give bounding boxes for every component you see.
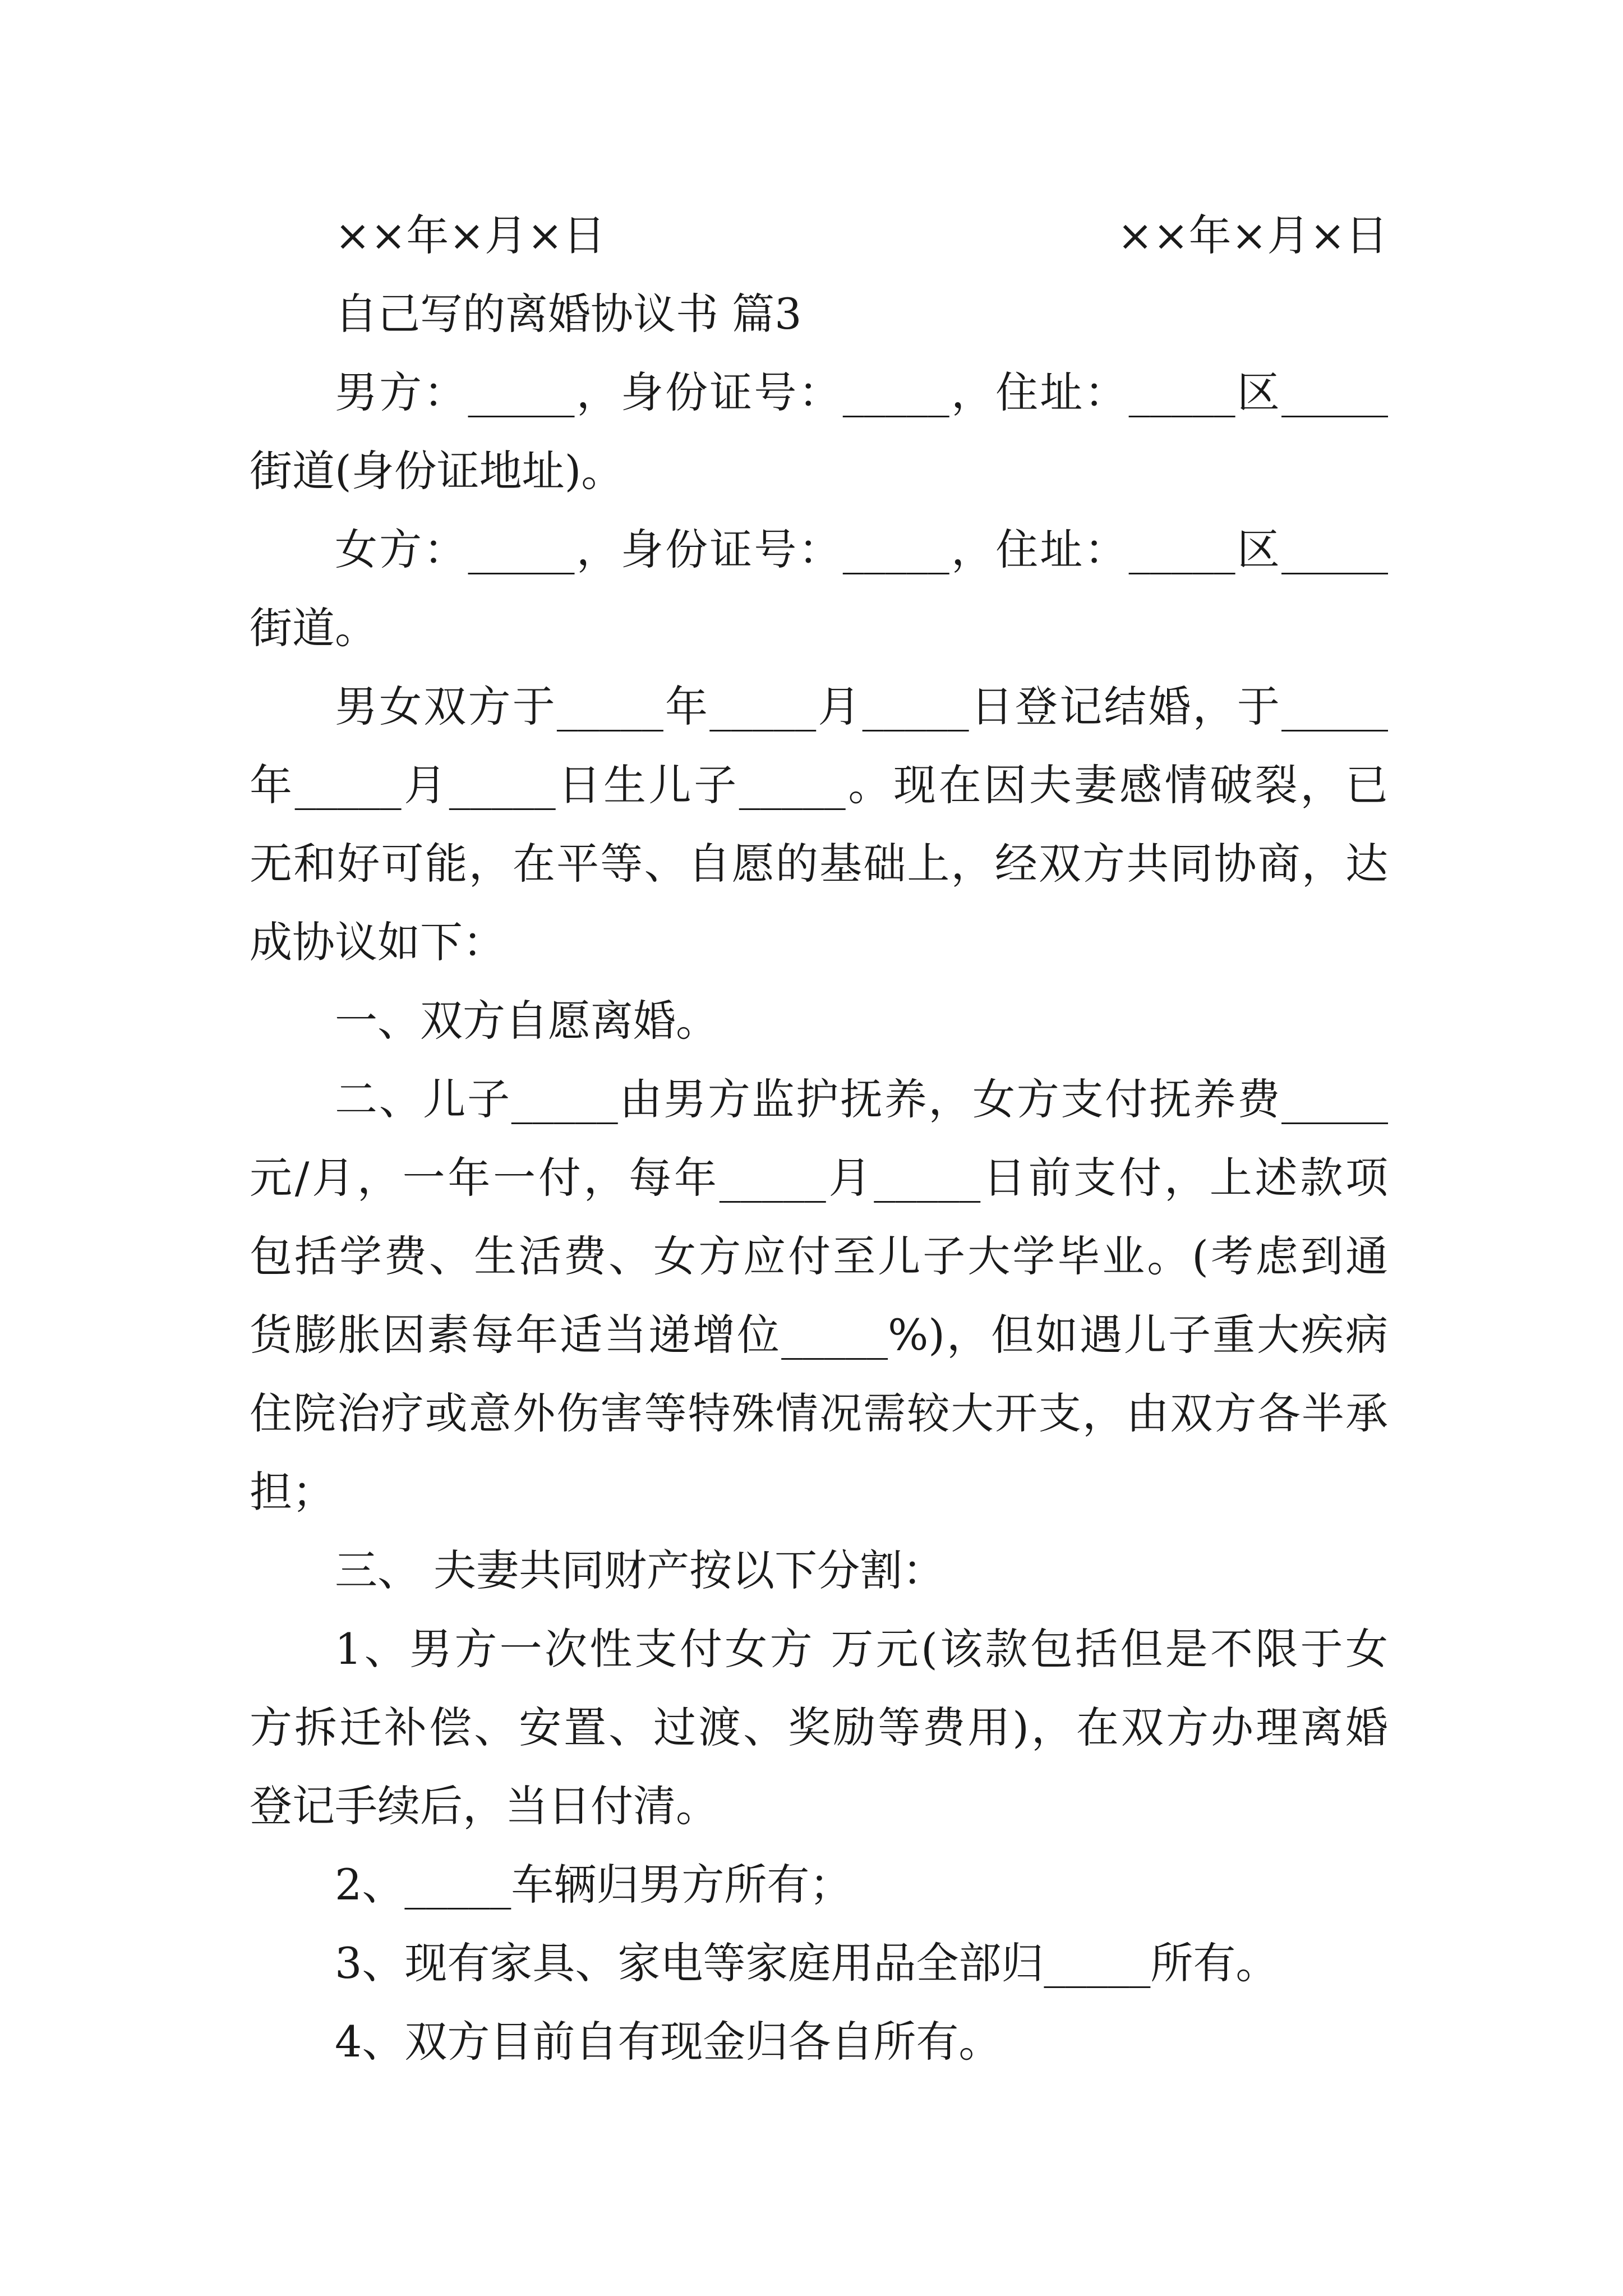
paragraph-line: 街道(身份证地址)。 bbox=[250, 446, 624, 496]
clause-line: 一、双方自愿离婚。 bbox=[335, 996, 718, 1046]
signature-date-right: ××年×月×日 bbox=[1117, 210, 1388, 260]
paragraph-line: 男女双方于_____年_____月_____日登记结婚，于_____ bbox=[335, 682, 1388, 731]
document-body bbox=[250, 196, 1388, 2081]
paragraph-line: 男方：_____，身份证号：_____，住址：_____区_____ bbox=[335, 367, 1388, 417]
paragraph-line: 担； bbox=[250, 1467, 335, 1517]
clause-line: 3、现有家具、家电等家庭用品全部归_____所有。 bbox=[335, 1938, 1279, 1988]
paragraph-line: 无和好可能，在平等、自愿的基础上，经双方共同协商，达 bbox=[250, 839, 1388, 889]
paragraph-line: 货膨胀因素每年适当递增位_____%)，但如遇儿子重大疾病 bbox=[250, 1310, 1388, 1360]
clause-line: 1、男方一次性支付女方 万元(该款包括但是不限于女 bbox=[335, 1624, 1388, 1674]
paragraph-line: 女方：_____，身份证号：_____，住址：_____区_____ bbox=[335, 524, 1388, 574]
clause-line: 4、双方目前自有现金归各自所有。 bbox=[335, 2017, 1002, 2067]
clause-line: 二、儿子_____由男方监护抚养，女方支付抚养费_____ bbox=[335, 1074, 1388, 1124]
paragraph-line: 登记手续后，当日付清。 bbox=[250, 1781, 718, 1831]
paragraph-line: 年_____月_____日生儿子_____。现在因夫妻感情破裂，已 bbox=[250, 760, 1388, 810]
clause-line: 三、 夫妻共同财产按以下分割： bbox=[335, 1545, 946, 1595]
clause-line: 2、_____车辆归男方所有； bbox=[335, 1860, 852, 1910]
paragraph-line: 成协议如下： bbox=[250, 917, 505, 967]
signature-date-row bbox=[250, 196, 1388, 275]
signature-date-left: ××年×月×日 bbox=[335, 210, 606, 260]
paragraph-line: 街道。 bbox=[250, 603, 377, 653]
paragraph-line: 住院治疗或意外伤害等特殊情况需较大开支，由双方各半承 bbox=[250, 1388, 1388, 1438]
paragraph-line: 方拆迁补偿、安置、过渡、奖励等费用)，在双方办理离婚 bbox=[250, 1703, 1388, 1752]
section-title: 自己写的离婚协议书 篇3 bbox=[335, 289, 802, 339]
paragraph-line: 包括学费、生活费、女方应付至儿子大学毕业。(考虑到通 bbox=[250, 1231, 1388, 1281]
paragraph-line: 元/月，一年一付，每年_____月_____日前支付，上述款项 bbox=[250, 1153, 1388, 1203]
